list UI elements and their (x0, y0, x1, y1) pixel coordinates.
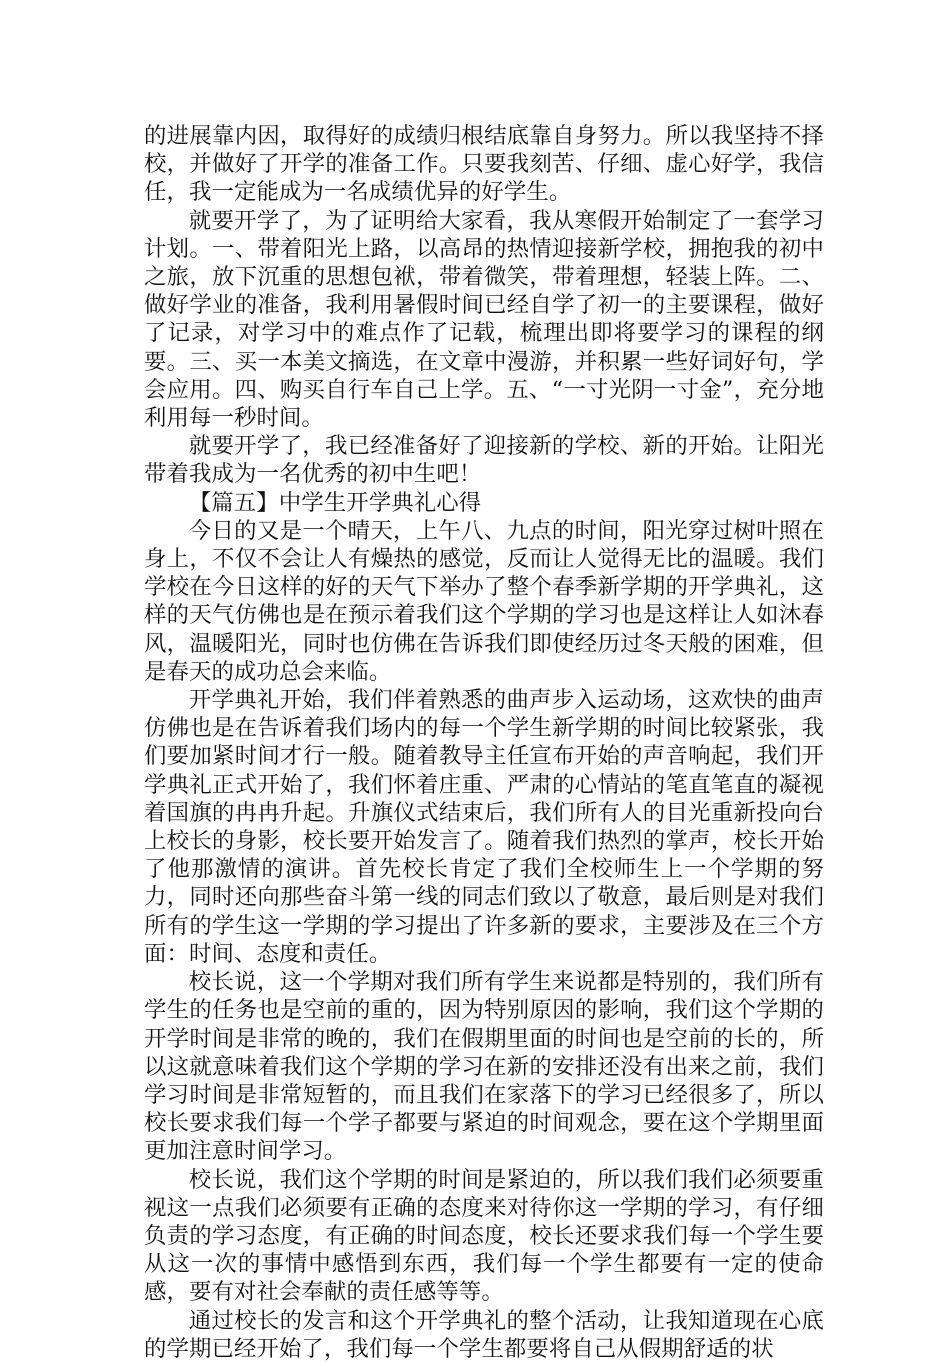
paragraph-ceremony: 开学典礼开始，我们伴着熟悉的曲声步入运动场，这欢快的曲声仿佛也是在告诉着我们场内的每一个学生新学期的时间比较紧张，我们要加紧时间才行一般。随着教导主任宣布开始的声音响起，我们开学典礼正式开始了，我们怀着庄重、严肃的心情站的笔直笔直的凝视着国旗的冉冉升起。升旗仪式结束后，我们所有人的目光重新投向台上校长的身影，校长要开始发言了。随着我们热烈的掌声，校长开始了他那激情的演讲。首先校长肯定了我们全校师生上一个学期的努力，同时还向那些奋斗第一线的同志们致以了敬意，最后则是对我们所有的学生这一学期的学习提出了许多新的要求，主要涉及在三个方面：时间、态度和责任。 (144, 687, 824, 967)
paragraph-principal-time: 校长说，这一个学期对我们所有学生来说都是特别的，我们所有学生的任务也是空前的重的，因为特别原因的影响，我们这个学期的开学时间是非常的晚的，我们在假期里面的时间也是空前的长的，所以这就意味着我们这个学期的学习在新的安排还没有出来之前，我们学习时间是非常短暂的，而且我们在家落下的学习已经很多了，所以校长要求我们每一个学子都要与紧迫的时间观念，要在这个学期里面更加注意时间学习。 (144, 969, 824, 1165)
paragraph-ready: 就要开学了，我已经准备好了迎接新的学校、新的开始。让阳光带着我成为一名优秀的初中生吧！ (144, 433, 824, 488)
section-heading: 【篇五】中学生开学典礼心得 (188, 489, 482, 516)
document-page (144, 122, 824, 1363)
paragraph-sunny-day: 今日的又是一个晴天，上午八、九点的时间，阳光穿过树叶照在身上，不仅不会让人有燥热的感觉，反而让人觉得无比的温暖。我们学校在今日这样的好的天气下举办了整个春季新学期的开学典礼，这样的天气仿佛也是在预示着我们这个学期的学习也是这样让人如沐春风，温暖阳光，同时也仿佛在告诉我们即使经历过冬天般的困难，但是春天的成功总会来临。 (144, 517, 824, 685)
paragraph-continuation: 的进展靠内因，取得好的成绩归根结底靠自身努力。所以我坚持不择校，并做好了开学的准备工作。只要我刻苦、仔细、虚心好学，我信任，我一定能成为一名成绩优异的好学生。 (144, 123, 824, 206)
paragraph-conclusion: 通过校长的发言和这个开学典礼的整个活动，让我知道现在心底的学期已经开始了，我们每一个学生都要将自己从假期舒适的状 (144, 1307, 824, 1362)
paragraph-principal-attitude: 校长说，我们这个学期的时间是紧迫的，所以我们我们必须要重视这一点我们必须要有正确的态度来对待你这一学期的学习，有仔细负责的学习态度，有正确的时间态度，校长还要求我们每一个学生要从这一次的事情中感悟到东西，我们每一个学生都要有一定的使命感，要有对社会奉献的责任感等等。 (144, 1166, 824, 1306)
paragraph-study-plan: 就要开学了，为了证明给大家看，我从寒假开始制定了一套学习计划。一、带着阳光上路，以高昂的热情迎接新学校，拥抱我的初中之旅，放下沉重的思想包袱，带着微笑，带着理想，轻装上阵。二、做好学业的准备，我利用暑假时间已经自学了初一的主要课程，做好了记录，对学习中的难点作了记载，梳理出即将要学习的课程的纲要。三、买一本美文摘选，在文章中漫游，并积累一些好词好句，学会应用。四、购买自行车自己上学。五、“一寸光阴一寸金”，充分地利用每一秒时间。 (144, 207, 824, 432)
